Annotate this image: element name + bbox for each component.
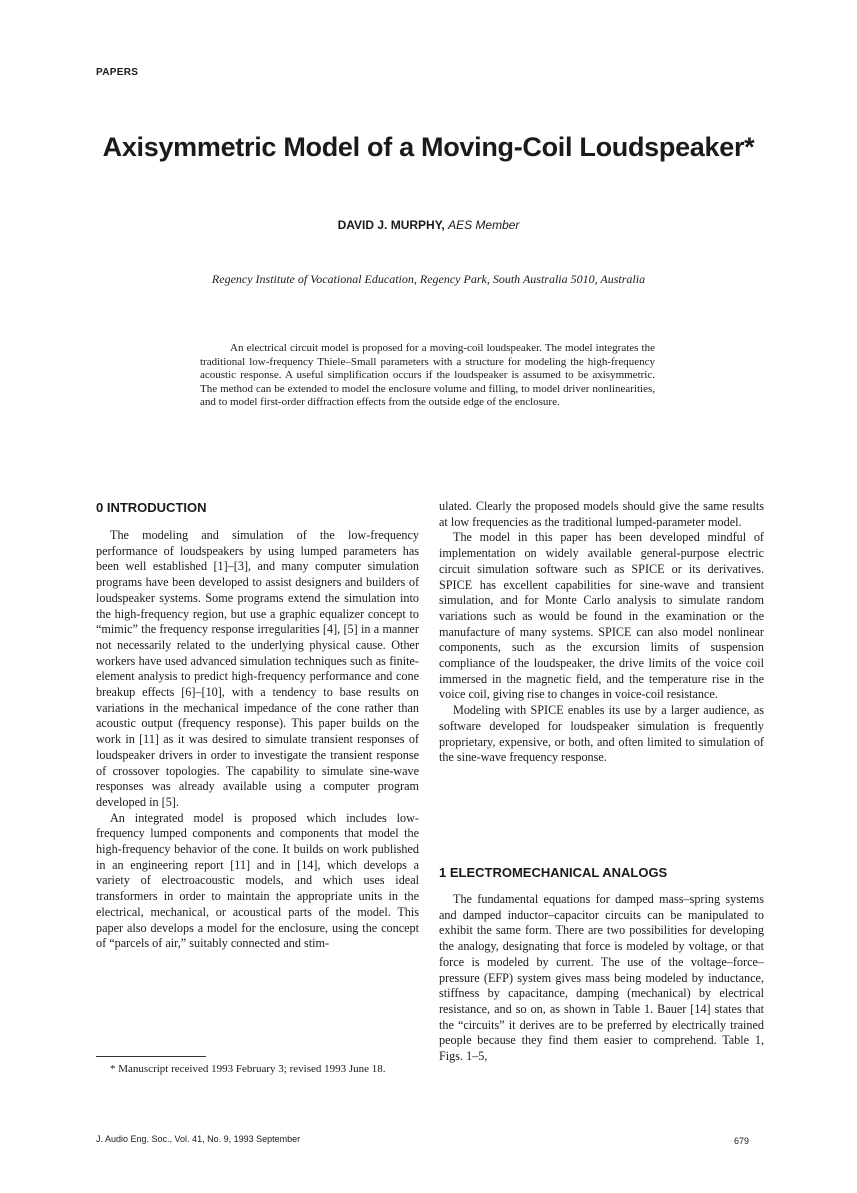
footnote-rule bbox=[96, 1056, 206, 1057]
journal-citation: J. Audio Eng. Soc., Vol. 41, No. 9, 1993 September bbox=[96, 1134, 301, 1144]
paragraph: ulated. Clearly the proposed models should give the same results at low frequencies as the traditional lumped-parameter model. bbox=[439, 499, 764, 529]
right-column bbox=[439, 499, 764, 766]
author-membership: AES Member bbox=[448, 218, 520, 232]
paragraph: The fundamental equations for damped mass–spring systems and damped inductor–capacitor circuits can be manipulated to exhibit the same form. There are two possibilities for developing the analogy, designating that force is modeled by voltage, or that force is modeled by current. The use of the voltage–force–pressure (EFP) system gives mass being modeled by inductance, stiffness by capacitance, damping (mechanical) by electrical resistance, and so on, as shown in Table 1. Bauer [14] states that the “circuits” it derives are to be preferred by electrically trained people because they find them easier to comprehend. Table 1, Figs. 1–5, bbox=[439, 892, 764, 1064]
paper-title: Axisymmetric Model of a Moving-Coil Loudspeaker* bbox=[102, 132, 755, 162]
footnote: * Manuscript received 1993 February 3; revised 1993 June 18. bbox=[110, 1063, 386, 1075]
page-number: 679 bbox=[734, 1136, 750, 1146]
paragraph: The modeling and simulation of the low-frequency performance of loudspeakers by using lumped parameters has been well established [1]–[3], and many computer simulation programs have been developed to assist designers and builders of loudspeaker systems. Some programs extend the simulation into the high-frequency region, but use a graphic equalizer concept to “mimic” the frequency response irregularities [4], [5] in a manner not necessarily related to the underlying physical cause. Other workers have used advanced simulation techniques such as finite-element analysis to predict high-frequency performance and cone breakup effects [6]–[10], with a tendency to base results on variations in the mechanical impedance of the cone rather than acoustic output (frequency response). This paper builds on the work in [11] as it was desired to simulate transient responses of loudspeaker drivers in order to investigate the transient response of crossover topologies. The capability to simulate sine-wave responses was already available using a computer program developed in [5]. bbox=[96, 528, 419, 809]
section-label: PAPERS bbox=[96, 67, 139, 78]
paragraph: Modeling with SPICE enables its use by a larger audience, as software developed for loudspeaker simulation is frequently proprietary, expensive, or both, and often limited to simulation of the sine-wave frequency response. bbox=[439, 703, 764, 765]
section-heading-electromechanical: 1 ELECTROMECHANICAL ANALOGS bbox=[439, 865, 668, 880]
paragraph: The model in this paper has been developed mindful of implementation on widely available general-purpose electric circuit simulation software such as SPICE or its derivatives. SPICE has excellent capabilities for sine-wave and transient simulation, and for Monte Carlo analysis to simulate random variations such as would be found in the examination or the manufacture of many systems. SPICE can also model nonlinear components, such as the excursion limits of suspension compliance of the loudspeaker, the drive limits of the voice coil immersed in the magnetic field, and the temperature rise in the voice coil, giving rise to changes in voice-coil resistance. bbox=[439, 530, 764, 702]
paragraph: An integrated model is proposed which includes low-frequency lumped components and components that model the high-frequency behavior of the cone. It builds on work published in an engineering report [11] and in [14], which develops a variety of electroacoustic models, and which uses ideal transformers in order to maintain the appropriate units in the electrical, mechanical, or acoustical parts of the model. This paper also develops a model for the enclosure, using the concept of “parcels of air,” suitably connected and stim- bbox=[96, 810, 419, 951]
abstract: An electrical circuit model is proposed for a moving-coil loudspeaker. The model integrates the traditional low-frequency Thiele–Small parameters with a structure for modeling the high-frequency acoustic response. A useful simplification occurs if the loudspeaker is assumed to be axisymmetric. The method can be extended to model the enclosure volume and filling, to model driver nonlinearities, and to model first-order diffraction effects from the outside edge of the enclosure. bbox=[200, 342, 655, 409]
author-name: DAVID J. MURPHY, bbox=[337, 218, 445, 232]
author-line bbox=[0, 218, 857, 232]
section-heading-introduction: 0 INTRODUCTION bbox=[96, 500, 207, 515]
left-column bbox=[96, 528, 419, 952]
right-column-lower bbox=[439, 892, 764, 1065]
affiliation: Regency Institute of Vocational Education, Regency Park, South Australia 5010, Australia bbox=[211, 272, 646, 286]
